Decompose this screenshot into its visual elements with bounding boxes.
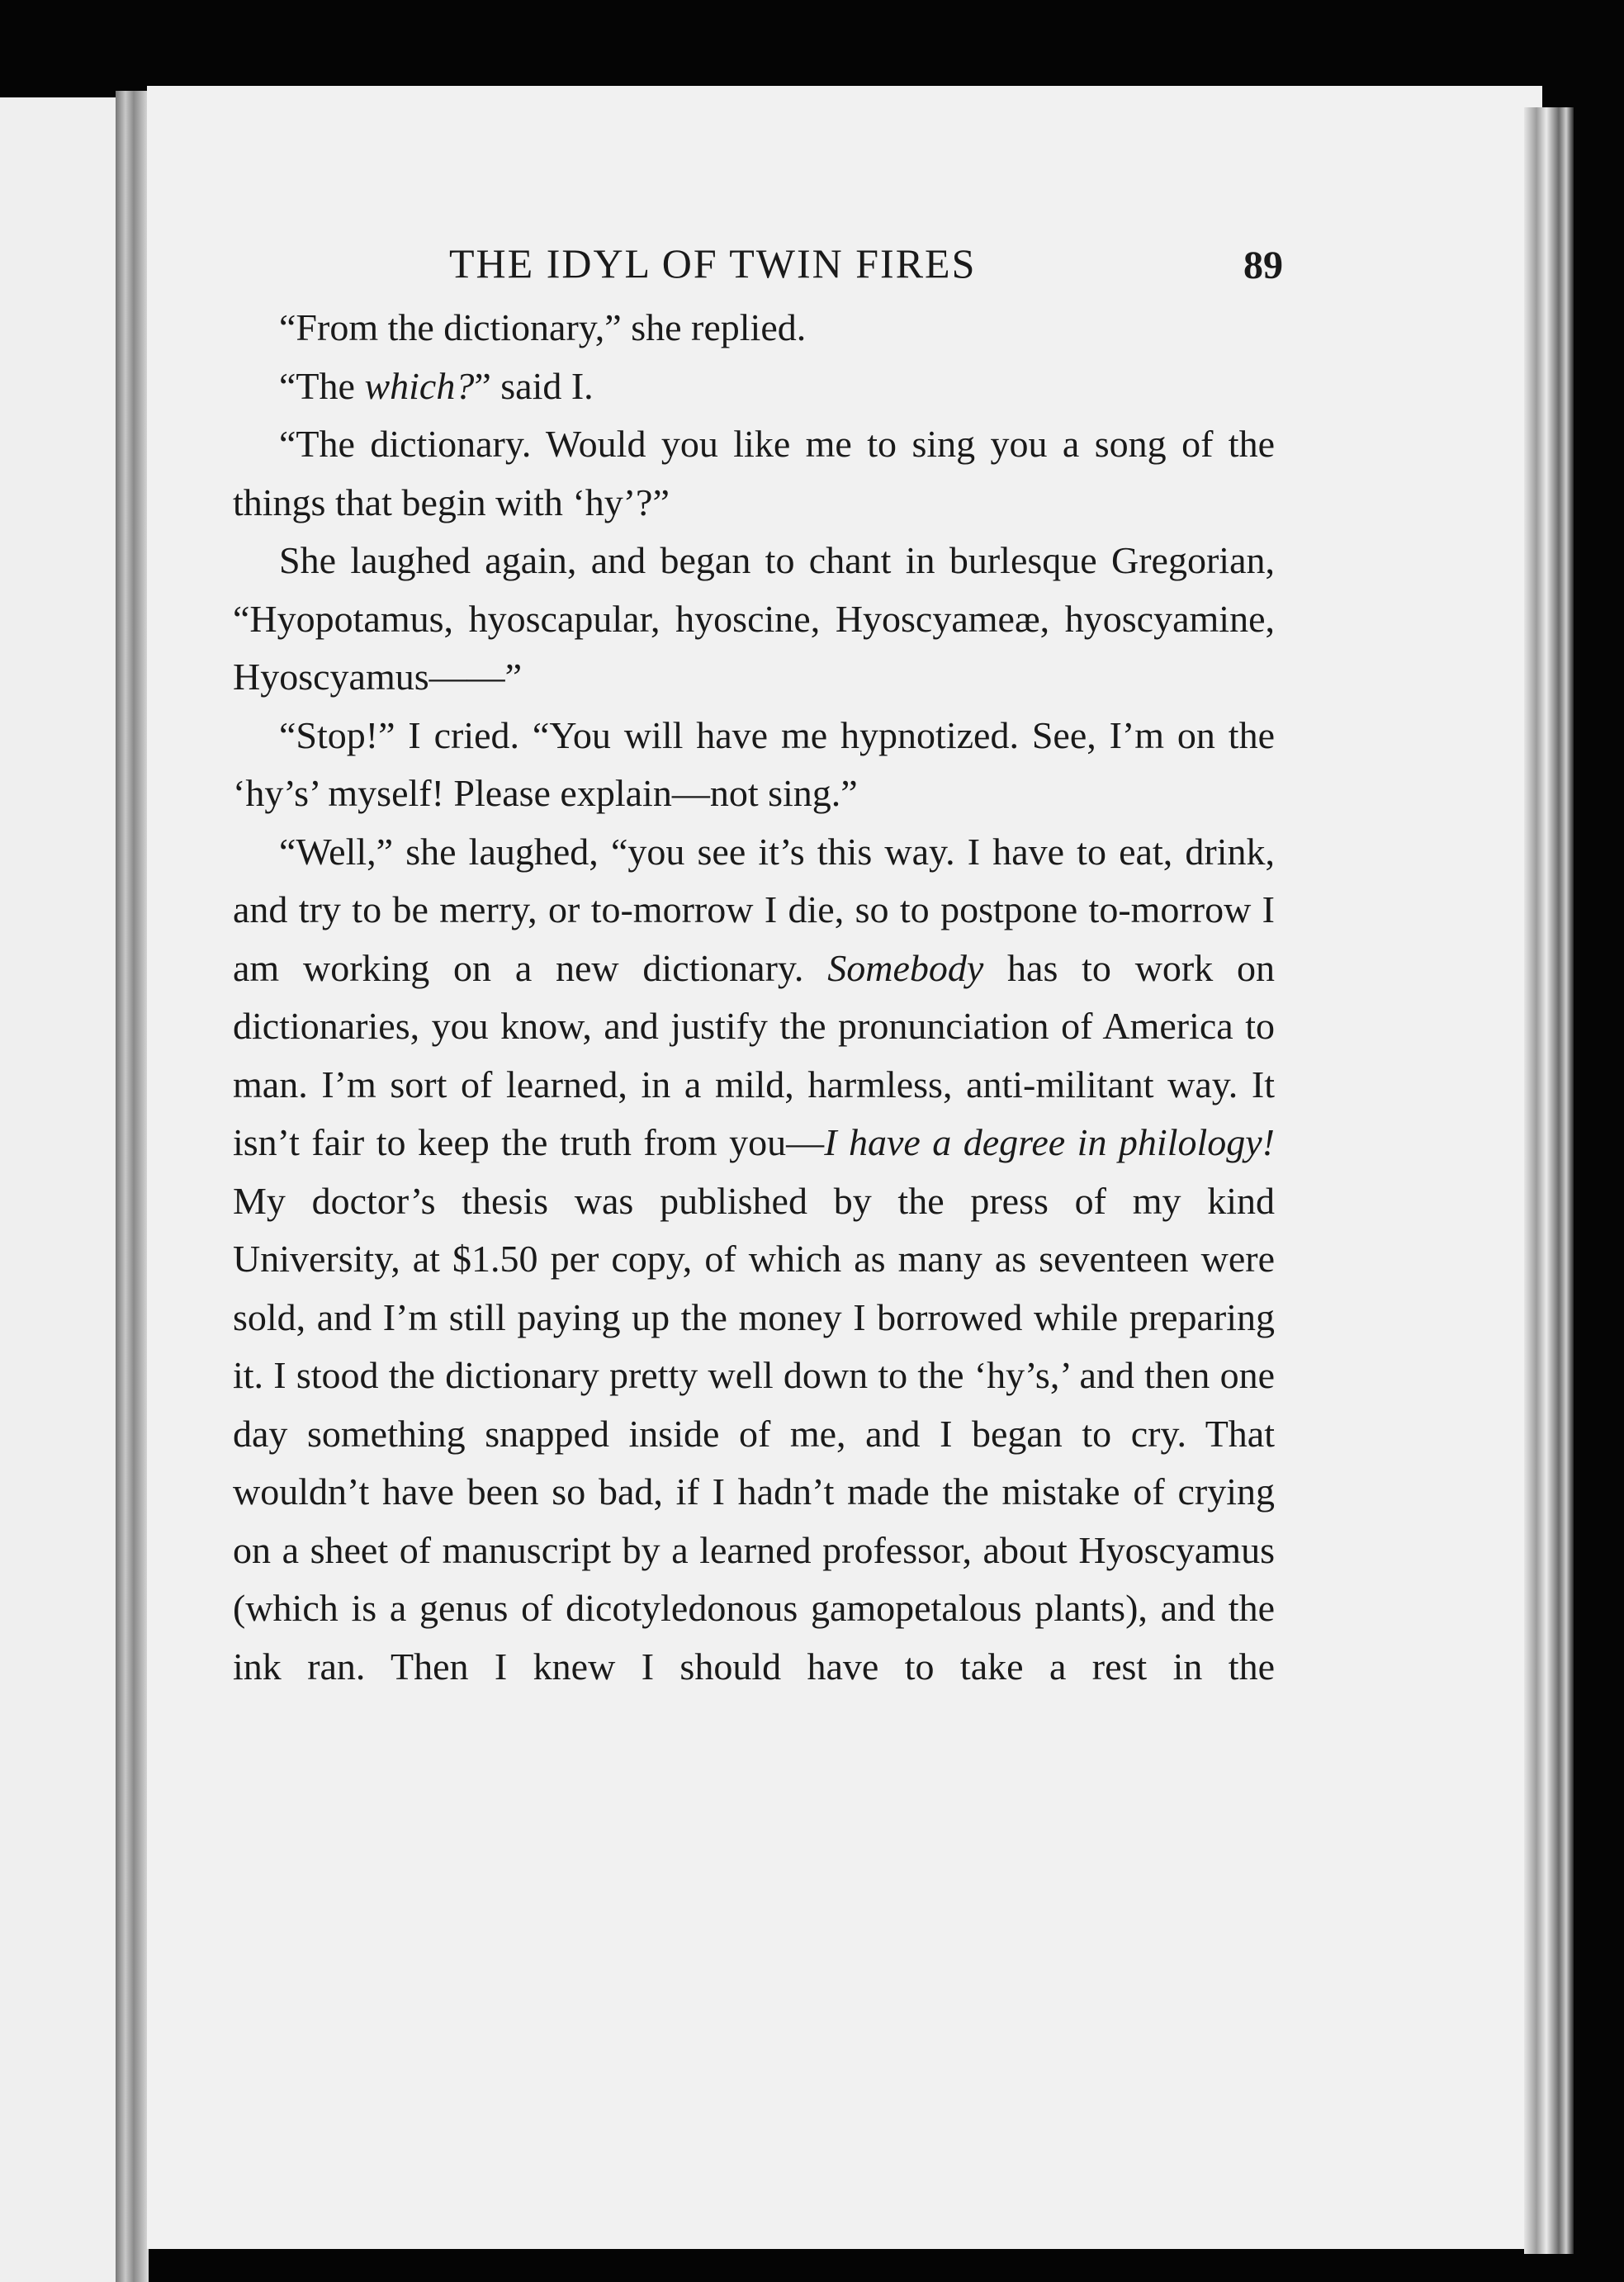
running-head-title: THE IDYL OF TWIN FIRES	[449, 240, 977, 286]
page-stack-edge	[1524, 107, 1574, 2254]
facing-page-edge	[0, 97, 125, 2282]
paragraph-4: She laughed again, and began to chant in burlesque Gregorian, “Hyopotamus, hyoscapular, hyoscine, Hyoscyameæ, hyoscyamine, Hyoscyamus——”	[233, 539, 1275, 698]
paragraph-3: “The dictionary. Would you like me to sing you a song of the things that begin with ‘hy’?”	[233, 423, 1275, 523]
italic-emphasis: Somebody	[827, 946, 984, 989]
book-gutter	[116, 91, 149, 2282]
paragraph-6: “Well,” she laughed, “you see it’s this way. I have to eat, drink, and try to be merry, or to-morrow I die, so to postpone to-morrow I am working on a new dictionary. Somebody has to work on dictionaries, you know, and justify the pronunciation of America to man. I’m sort of learned, in a mild, harmless, anti-militant way. It isn’t fair to keep the truth from you—I have a degree in philology! My doctor’s thesis was published by the press of my kind University, at $1.50 per copy, of which as many as seventeen were sold, and I’m still paying up the money I borrowed while preparing it. I stood the dictionary pretty well down to the ‘hy’s,’ and then one day something snapped inside of me, and I began to cry. That wouldn’t have been so bad, if I hadn’t made the mistake of crying on a sheet of manuscript by a learned professor, about Hyoscyamus (which is a genus of dicotyledonous gamopetalous plants), and the ink ran. Then I knew I should have to take a rest in the	[233, 830, 1276, 1688]
italic-phrase: I have a degree in philology!	[824, 1121, 1275, 1163]
running-head	[233, 216, 1283, 299]
italic-word: which?	[364, 364, 475, 407]
paragraph-2: “The which?” said I.	[279, 364, 594, 407]
paragraph-1: “From the dictionary,” she replied.	[279, 306, 807, 348]
page-text	[233, 216, 1283, 1696]
paragraph-5: “Stop!” I cried. “You will have me hypnotized. See, I’m on the ‘hy’s’ myself! Please explain—not sing.”	[233, 713, 1275, 814]
page-number: 89	[1243, 244, 1283, 287]
